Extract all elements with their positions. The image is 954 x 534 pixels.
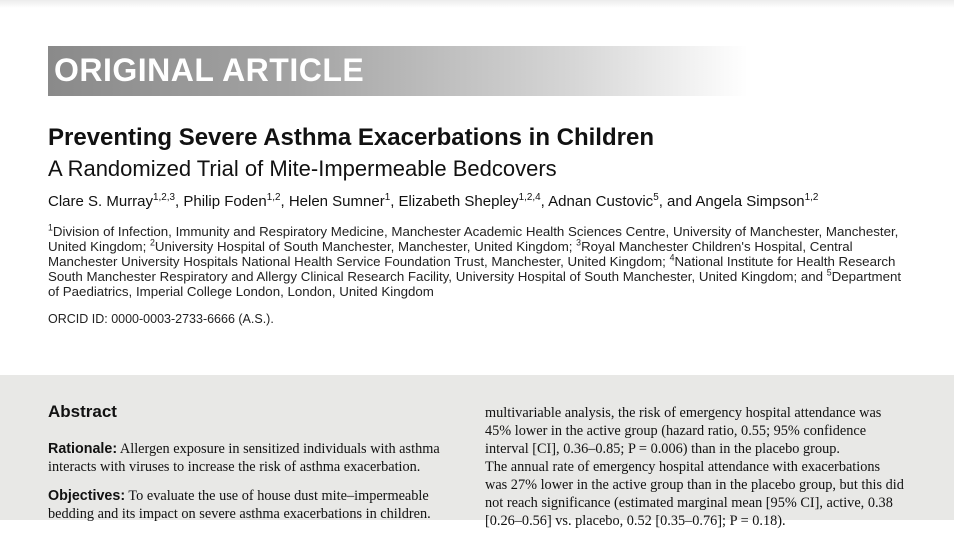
article-subtitle: A Randomized Trial of Mite-Impermeable Bedcovers <box>48 156 557 181</box>
affiliation-number: 1 <box>48 222 53 233</box>
author-name: Angela Simpson <box>695 193 805 210</box>
author-name: Clare S. Murray <box>48 193 154 210</box>
author-separator: , <box>390 193 399 210</box>
abstract-heading: Abstract <box>48 402 117 421</box>
article-type-banner <box>48 46 748 96</box>
rationale-label: Rationale: <box>48 441 118 457</box>
affiliation-text: University Hospital of South Manchester, Manchester, United Kingdom; <box>154 239 577 254</box>
affiliation-text: National Institute for Health Research South Manchester Respiratory and Allergy Clinical Research Facility, University Hospital of South Manchester, United Kingdom; and <box>48 254 896 284</box>
top-rule <box>0 0 954 8</box>
objectives-text: To evaluate the use of house dust mite–impermeable bedding and its impact on severe asthma exacerbations in children. <box>48 488 431 522</box>
results-paragraph-2: The annual rate of emergency hospital attendance with exacerbations was 27% lower in the active group than in the placebo group, but this did not reach significance (estimated marginal mean [95% CI], active, 0.38 [0.26–0.56] vs. placebo, 0.52 [0.35–0.76]; P = 0.18). <box>485 459 904 529</box>
affiliation-text: Division of Infection, Immunity and Respiratory Medicine, Manchester Academic Health Sciences Centre, University of Manchester, Manchester, United Kingdom; <box>48 224 899 254</box>
abstract-right-column <box>485 404 905 530</box>
affiliation-number: 2 <box>150 237 155 248</box>
author-affiliation-ref: 5 <box>653 192 659 203</box>
author-name: Elizabeth Shepley <box>398 193 519 210</box>
objectives-label: Objectives: <box>48 488 126 504</box>
author-separator: , <box>175 193 184 210</box>
results-paragraph-1: multivariable analysis, the risk of emergency hospital attendance was 45% lower in the active group (hazard ratio, 0.55; 95% confidence interval [CI], 0.36–0.85; P = 0.006) than in the placebo group. <box>485 405 882 457</box>
author-separator: , <box>280 193 289 210</box>
abstract-objectives <box>48 487 468 523</box>
author-list <box>48 193 818 210</box>
affiliation-number: 5 <box>826 267 832 278</box>
author-affiliation-ref: 1 <box>384 192 391 203</box>
author-separator: , <box>540 193 549 210</box>
affiliation-number: 4 <box>669 252 675 263</box>
article-type-label: ORIGINAL ARTICLE <box>54 52 365 88</box>
author-affiliation-ref: 1,2,4 <box>518 192 541 203</box>
author-affiliation-ref: 1,2 <box>266 192 281 203</box>
abstract-rationale <box>48 440 468 476</box>
author-separator: , and <box>658 193 696 210</box>
rationale-text: Allergen exposure in sensitized individuals with asthma interacts with viruses to increase the risk of asthma exacerbation. <box>48 441 440 475</box>
author-name: Adnan Custovic <box>548 193 654 210</box>
affiliation-text: Department of Paediatrics, Imperial College London, London, United Kingdom <box>48 269 902 299</box>
author-name: Philip Foden <box>183 193 267 210</box>
affiliations <box>48 224 908 299</box>
author-affiliation-ref: 1,2 <box>804 192 819 203</box>
article-title: Preventing Severe Asthma Exacerbations in Children <box>48 124 654 151</box>
affiliation-text: Royal Manchester Children's Hospital, Central Manchester University Hospitals National Health Service Foundation Trust, Manchester, United Kingdom; <box>48 239 853 269</box>
affiliation-number: 3 <box>576 237 582 248</box>
author-name: Helen Sumner <box>288 193 385 210</box>
author-affiliation-ref: 1,2,3 <box>153 192 175 203</box>
orcid-id: ORCID ID: 0000-0003-2733-6666 (A.S.). <box>48 312 274 326</box>
